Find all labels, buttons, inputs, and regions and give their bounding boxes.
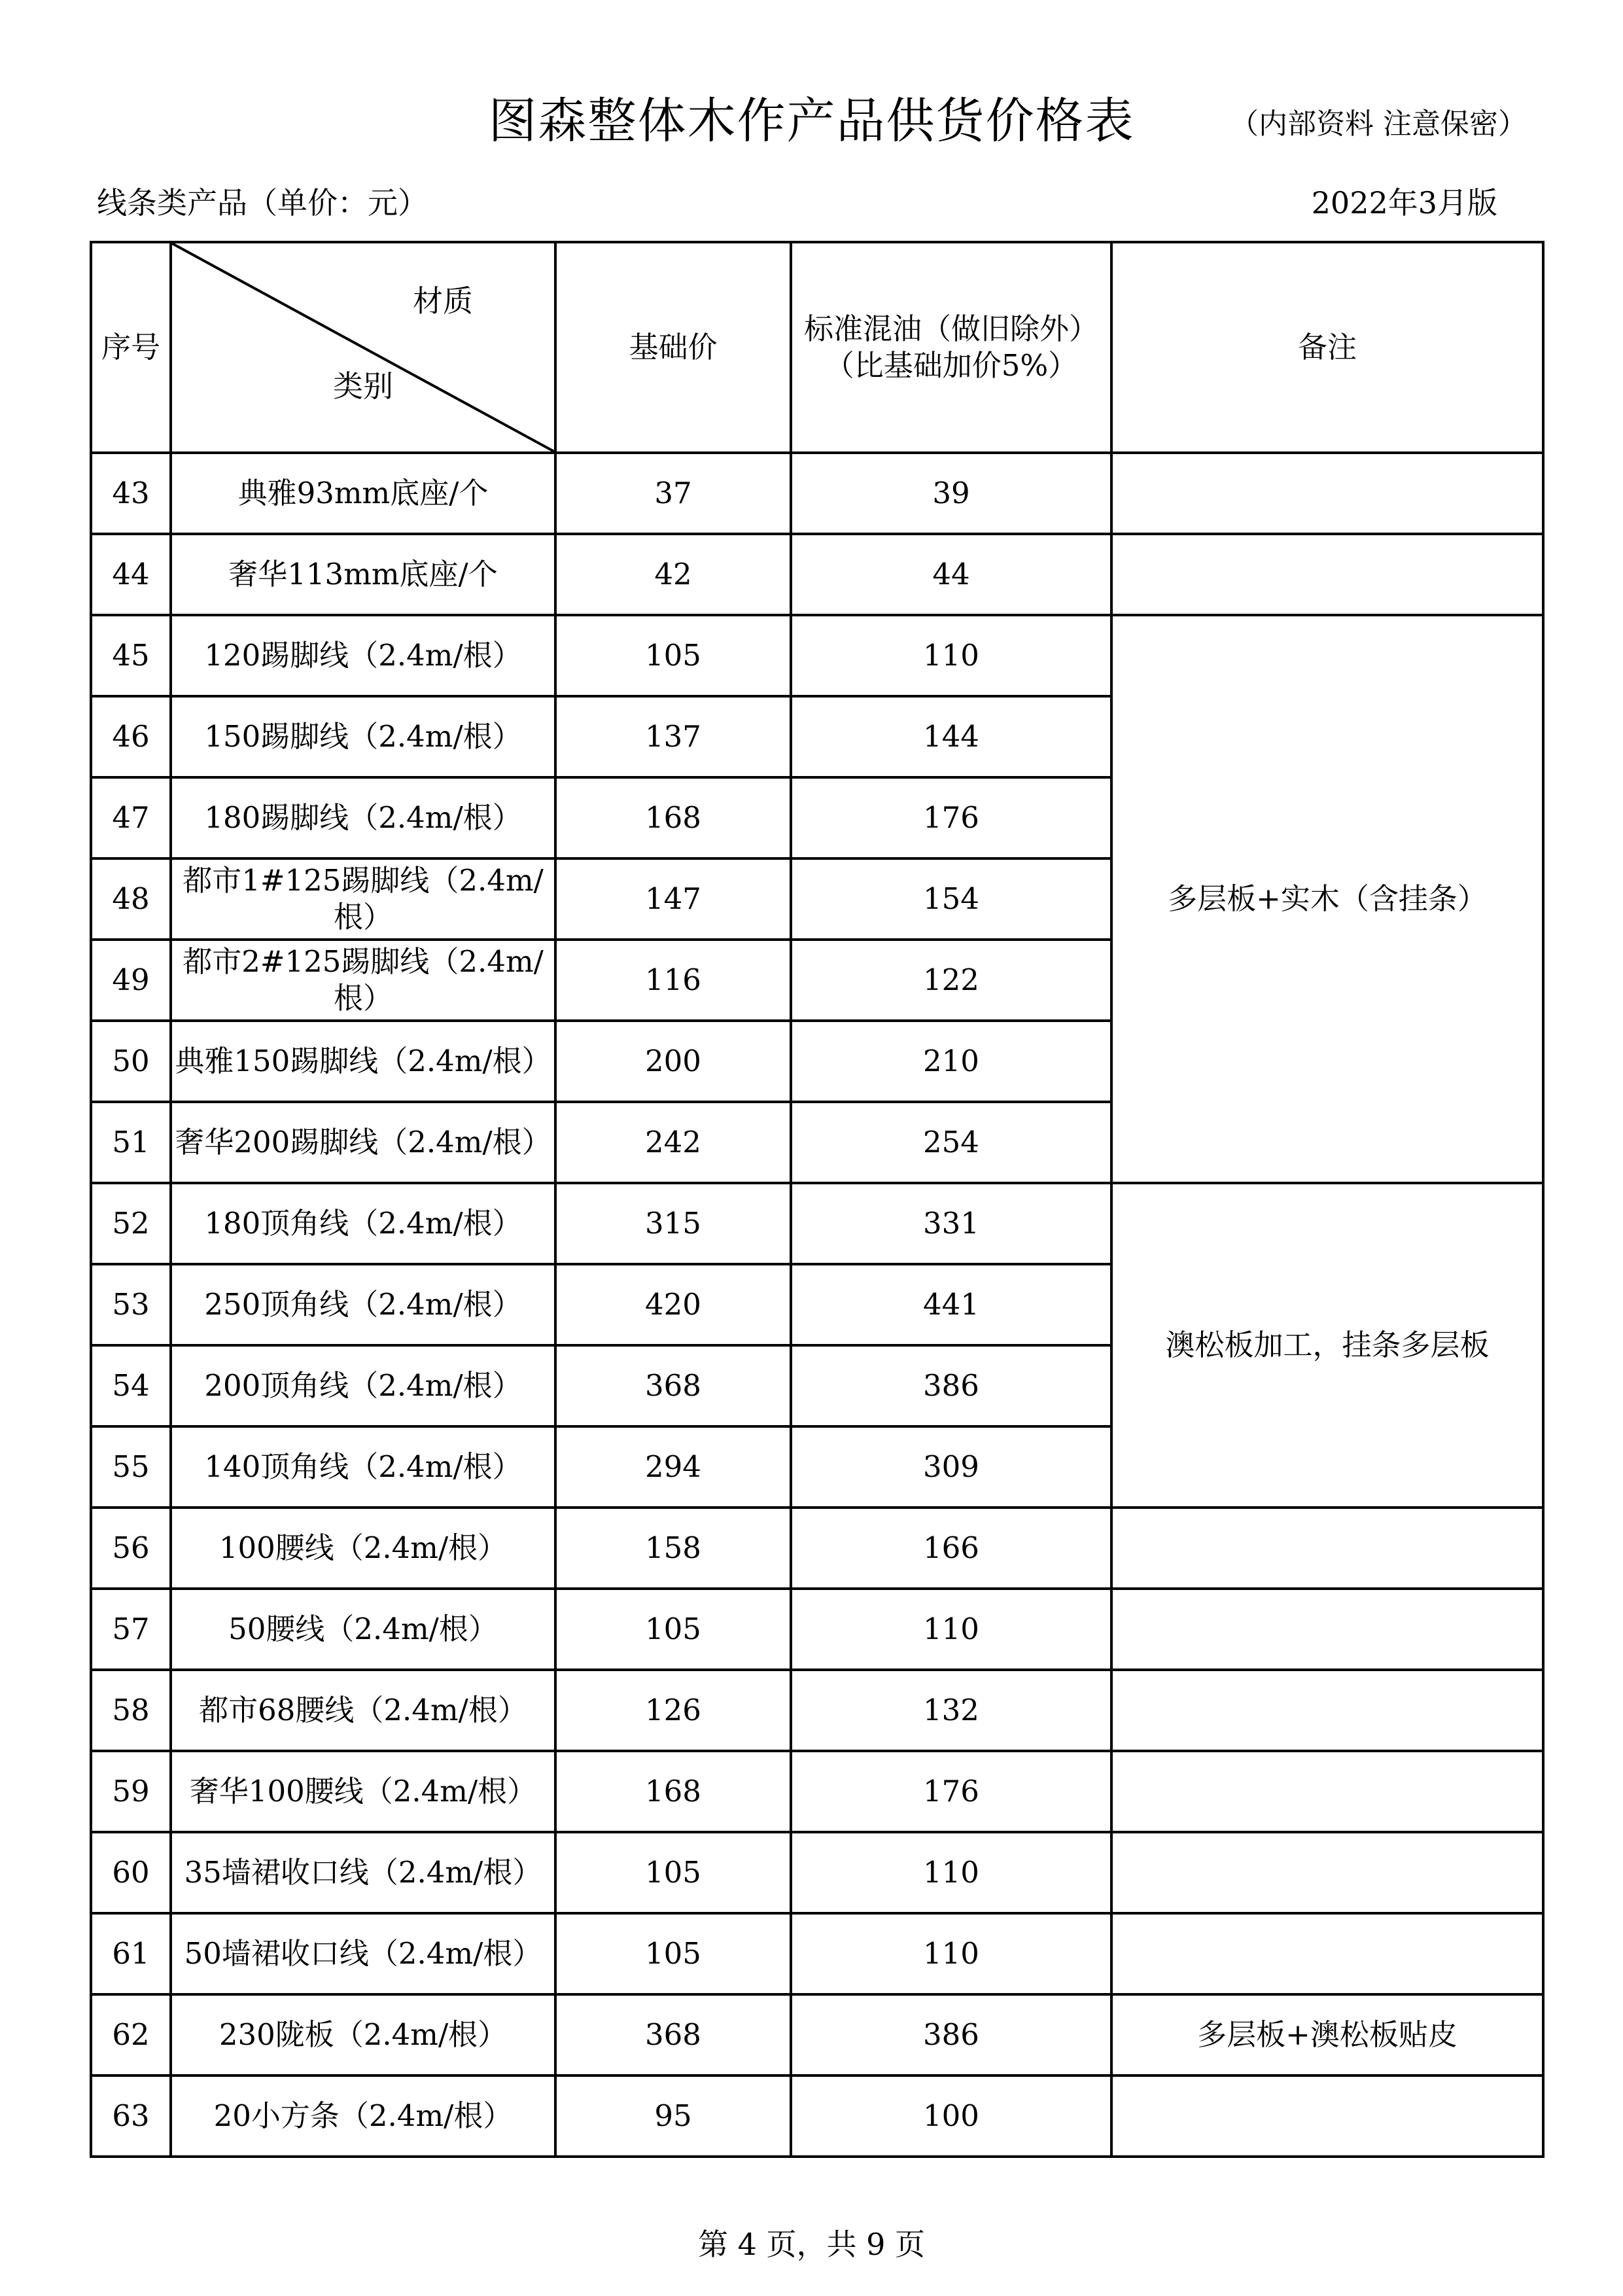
cell-seq: 46 bbox=[91, 696, 171, 777]
cell-standard-price: 44 bbox=[791, 534, 1111, 615]
cell-remark: 多层板+实木（含挂条） bbox=[1111, 615, 1543, 1183]
cell-remark: 多层板+澳松板贴皮 bbox=[1111, 1994, 1543, 2075]
price-table bbox=[90, 241, 1544, 2158]
cell-remark bbox=[1111, 534, 1543, 615]
cell-base-price: 242 bbox=[555, 1102, 791, 1183]
cell-product-name: 100腰线（2.4m/根） bbox=[171, 1508, 555, 1589]
table-row bbox=[91, 1670, 1543, 1751]
table-row bbox=[91, 1183, 1543, 1264]
cell-product-name: 230陇板（2.4m/根） bbox=[171, 1994, 555, 2075]
table-row bbox=[91, 1994, 1543, 2075]
cell-seq: 61 bbox=[91, 1913, 171, 1994]
cell-standard-price: 176 bbox=[791, 1751, 1111, 1832]
cell-product-name: 50墙裙收口线（2.4m/根） bbox=[171, 1913, 555, 1994]
cell-product-name: 150踢脚线（2.4m/根） bbox=[171, 696, 555, 777]
cell-seq: 57 bbox=[91, 1589, 171, 1670]
cell-base-price: 420 bbox=[555, 1264, 791, 1345]
cell-base-price: 168 bbox=[555, 1751, 791, 1832]
cell-standard-price: 210 bbox=[791, 1021, 1111, 1102]
cell-product-name: 奢华200踢脚线（2.4m/根） bbox=[171, 1102, 555, 1183]
edition-label: 2022年3月版 bbox=[1311, 185, 1497, 221]
header-category: 类别 bbox=[333, 368, 393, 404]
cell-remark bbox=[1111, 2075, 1543, 2157]
header-material: 材质 bbox=[413, 283, 473, 319]
table-row bbox=[91, 1913, 1543, 1994]
cell-product-name: 140顶角线（2.4m/根） bbox=[171, 1426, 555, 1508]
header-standard-paint-label: 标准混油（做旧除外） （比基础加价5%） bbox=[803, 311, 1098, 383]
cell-base-price: 95 bbox=[555, 2075, 791, 2157]
cell-product-name: 奢华100腰线（2.4m/根） bbox=[171, 1751, 555, 1832]
cell-standard-price: 254 bbox=[791, 1102, 1111, 1183]
table-row bbox=[91, 615, 1543, 696]
cell-seq: 60 bbox=[91, 1832, 171, 1913]
header-remark: 备注 bbox=[1111, 242, 1543, 453]
cell-product-name: 都市1#125踢脚线（2.4m/根） bbox=[171, 858, 555, 940]
cell-base-price: 368 bbox=[555, 1345, 791, 1426]
cell-standard-price: 110 bbox=[791, 1913, 1111, 1994]
cell-base-price: 158 bbox=[555, 1508, 791, 1589]
cell-seq: 55 bbox=[91, 1426, 171, 1508]
cell-product-name: 奢华113mm底座/个 bbox=[171, 534, 555, 615]
table-row bbox=[91, 1751, 1543, 1832]
diagonal-line bbox=[172, 243, 554, 451]
cell-standard-price: 110 bbox=[791, 1832, 1111, 1913]
cell-product-name: 180顶角线（2.4m/根） bbox=[171, 1183, 555, 1264]
cell-base-price: 137 bbox=[555, 696, 791, 777]
page-title: 图森整体木作产品供货价格表 bbox=[488, 93, 1135, 149]
cell-seq: 56 bbox=[91, 1508, 171, 1589]
cell-product-name: 180踢脚线（2.4m/根） bbox=[171, 777, 555, 858]
cell-standard-price: 331 bbox=[791, 1183, 1111, 1264]
header-diagonal-cell bbox=[171, 242, 555, 453]
table-row bbox=[91, 1508, 1543, 1589]
cell-base-price: 42 bbox=[555, 534, 791, 615]
cell-remark: 澳松板加工，挂条多层板 bbox=[1111, 1183, 1543, 1508]
cell-product-name: 200顶角线（2.4m/根） bbox=[171, 1345, 555, 1426]
cell-product-name: 20小方条（2.4m/根） bbox=[171, 2075, 555, 2157]
cell-remark bbox=[1111, 1589, 1543, 1670]
cell-base-price: 168 bbox=[555, 777, 791, 858]
cell-base-price: 105 bbox=[555, 1832, 791, 1913]
cell-standard-price: 144 bbox=[791, 696, 1111, 777]
cell-seq: 48 bbox=[91, 858, 171, 940]
cell-remark bbox=[1111, 1670, 1543, 1751]
table-row bbox=[91, 2075, 1543, 2157]
page-footer: 第 4 页，共 9 页 bbox=[697, 2227, 926, 2262]
cell-seq: 53 bbox=[91, 1264, 171, 1345]
cell-standard-price: 309 bbox=[791, 1426, 1111, 1508]
table-row bbox=[91, 1589, 1543, 1670]
cell-standard-price: 39 bbox=[791, 453, 1111, 534]
cell-base-price: 126 bbox=[555, 1670, 791, 1751]
cell-product-name: 35墙裙收口线（2.4m/根） bbox=[171, 1832, 555, 1913]
cell-seq: 52 bbox=[91, 1183, 171, 1264]
cell-seq: 59 bbox=[91, 1751, 171, 1832]
cell-seq: 58 bbox=[91, 1670, 171, 1751]
cell-standard-price: 441 bbox=[791, 1264, 1111, 1345]
cell-standard-price: 122 bbox=[791, 940, 1111, 1021]
cell-standard-price: 110 bbox=[791, 1589, 1111, 1670]
cell-standard-price: 176 bbox=[791, 777, 1111, 858]
cell-standard-price: 166 bbox=[791, 1508, 1111, 1589]
cell-standard-price: 110 bbox=[791, 615, 1111, 696]
cell-product-name: 250顶角线（2.4m/根） bbox=[171, 1264, 555, 1345]
cell-seq: 44 bbox=[91, 534, 171, 615]
cell-remark bbox=[1111, 1913, 1543, 1994]
cell-remark bbox=[1111, 1751, 1543, 1832]
header-seq: 序号 bbox=[91, 242, 171, 453]
header-standard-paint bbox=[791, 242, 1111, 453]
cell-base-price: 368 bbox=[555, 1994, 791, 2075]
cell-remark bbox=[1111, 1832, 1543, 1913]
cell-standard-price: 386 bbox=[791, 1345, 1111, 1426]
cell-seq: 63 bbox=[91, 2075, 171, 2157]
cell-product-name: 典雅150踢脚线（2.4m/根） bbox=[171, 1021, 555, 1102]
cell-standard-price: 154 bbox=[791, 858, 1111, 940]
cell-base-price: 200 bbox=[555, 1021, 791, 1102]
cell-seq: 50 bbox=[91, 1021, 171, 1102]
table-row bbox=[91, 534, 1543, 615]
cell-base-price: 105 bbox=[555, 1589, 791, 1670]
cell-standard-price: 132 bbox=[791, 1670, 1111, 1751]
cell-seq: 47 bbox=[91, 777, 171, 858]
cell-remark bbox=[1111, 453, 1543, 534]
cell-base-price: 105 bbox=[555, 1913, 791, 1994]
cell-product-name: 50腰线（2.4m/根） bbox=[171, 1589, 555, 1670]
cell-seq: 51 bbox=[91, 1102, 171, 1183]
cell-base-price: 116 bbox=[555, 940, 791, 1021]
cell-seq: 49 bbox=[91, 940, 171, 1021]
cell-product-name: 都市68腰线（2.4m/根） bbox=[171, 1670, 555, 1751]
cell-base-price: 294 bbox=[555, 1426, 791, 1508]
cell-seq: 62 bbox=[91, 1994, 171, 2075]
cell-product-name: 典雅93mm底座/个 bbox=[171, 453, 555, 534]
cell-remark bbox=[1111, 1508, 1543, 1589]
cell-product-name: 120踢脚线（2.4m/根） bbox=[171, 615, 555, 696]
table-row bbox=[91, 1832, 1543, 1913]
cell-standard-price: 100 bbox=[791, 2075, 1111, 2157]
header-base-price: 基础价 bbox=[555, 242, 791, 453]
table-header-row bbox=[91, 242, 1543, 453]
confidential-note: （内部资料 注意保密） bbox=[1230, 107, 1527, 141]
cell-base-price: 147 bbox=[555, 858, 791, 940]
table-subtitle: 线条类产品（单价：元） bbox=[97, 185, 428, 221]
cell-base-price: 37 bbox=[555, 453, 791, 534]
cell-seq: 54 bbox=[91, 1345, 171, 1426]
cell-standard-price: 386 bbox=[791, 1994, 1111, 2075]
cell-seq: 43 bbox=[91, 453, 171, 534]
cell-base-price: 105 bbox=[555, 615, 791, 696]
cell-base-price: 315 bbox=[555, 1183, 791, 1264]
cell-seq: 45 bbox=[91, 615, 171, 696]
table-row bbox=[91, 453, 1543, 534]
cell-product-name: 都市2#125踢脚线（2.4m/根） bbox=[171, 940, 555, 1021]
